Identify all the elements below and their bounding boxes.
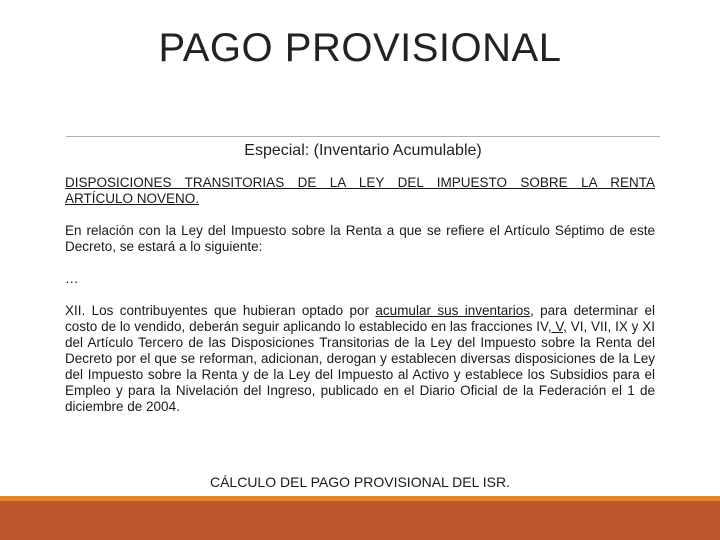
footer-accent-bar	[0, 501, 720, 540]
slide-body	[65, 175, 655, 415]
paragraph-text-part2: , para determinar el costo de lo vendido, deberán seguir aplicando lo establecido en las fracciones IV	[65, 303, 655, 334]
paragraph-text-part1: XII. Los contribuyentes que hubieran optado por	[65, 303, 376, 318]
law-heading-line1: DISPOSICIONES TRANSITORIAS DE LA LEY DEL IMPUESTO SOBRE LA RENTA	[65, 175, 655, 190]
slide-title: PAGO PROVISIONAL	[158, 26, 562, 70]
title-divider	[66, 136, 660, 137]
paragraph-text-part3: VI, VII, IX y XI del Artículo Tercero de las Disposiciones Transitorias de la Ley del Impuesto sobre la Renta del Decreto por el que se reforman, adicionan, derogan y establecen diversas disposiciones de la Ley del Impuesto sobre la Renta y de la Ley del Impuesto al Activo y establece los Subsidios para el Empleo y para la Nivelación del Ingreso, publicado en el Diario Oficial de la Federación el 1 de diciembre de 2004.	[65, 319, 655, 414]
calculation-heading: CÁLCULO DEL PAGO PROVISIONAL DEL ISR.	[209, 474, 511, 490]
paragraph-fraction-xii	[65, 303, 655, 415]
paragraph-intro: En relación con la Ley del Impuesto sobre la Renta a que se refiere el Artículo Séptimo de este Decreto, se estará a lo siguiente:	[65, 223, 655, 254]
slide-subtitle: Especial: (Inventario Acumulable)	[244, 142, 482, 159]
law-heading-line2: ARTÍCULO NOVENO.	[65, 191, 200, 206]
ellipsis: …	[65, 271, 79, 286]
underlined-phrase-inventories: acumular sus inventarios	[375, 303, 531, 318]
underlined-fraction-v: , V,	[547, 319, 567, 334]
